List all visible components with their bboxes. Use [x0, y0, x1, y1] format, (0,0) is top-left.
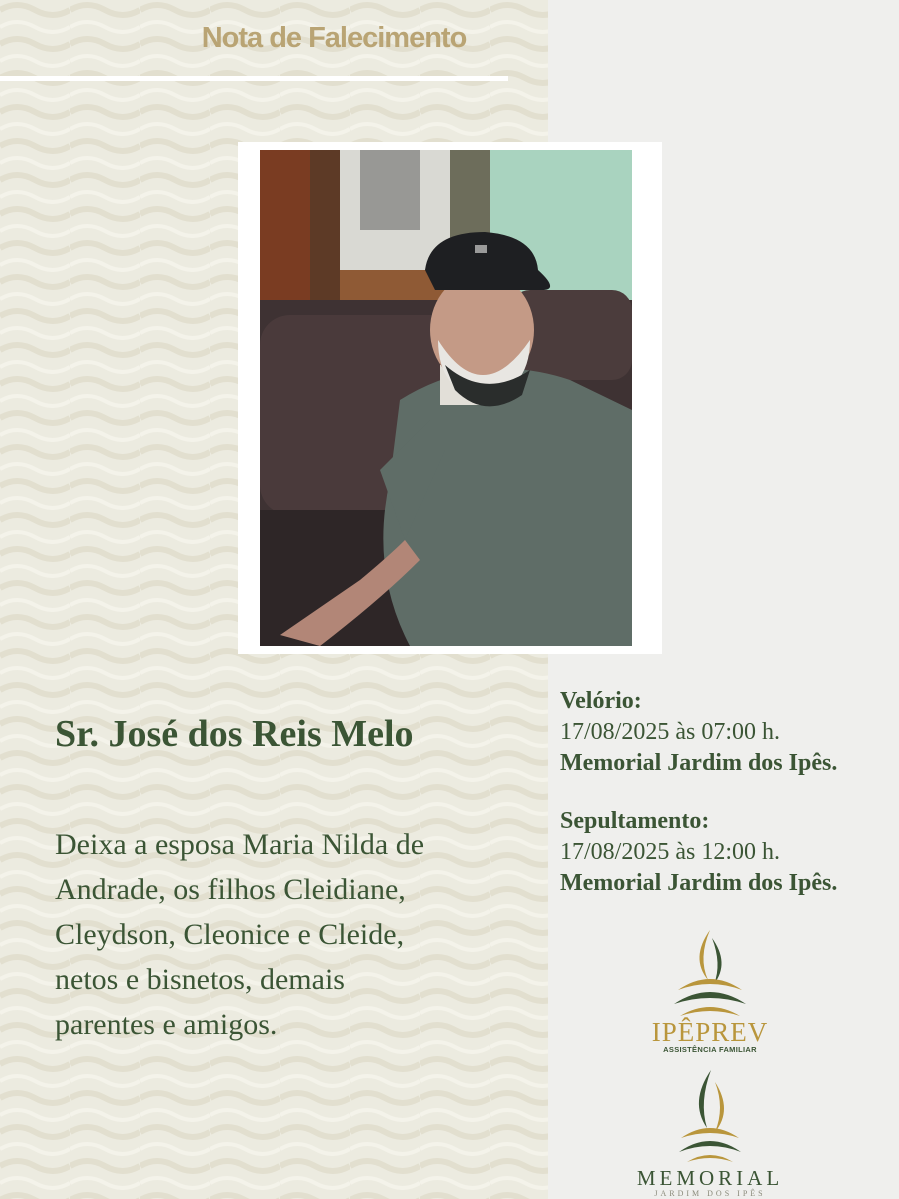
- wake-label: Velório:: [560, 688, 642, 714]
- memorial-logo: [620, 1068, 800, 1198]
- family-message-line: Andrade, os filhos Cleidiane,: [55, 873, 406, 906]
- ipeprev-logo: [640, 928, 780, 1054]
- title-divider: [0, 76, 508, 81]
- photo-frame: [238, 142, 662, 654]
- wake-place: Memorial Jardim dos Ipês.: [560, 750, 838, 776]
- deceased-photo: [260, 150, 632, 646]
- family-message-line: netos e bisnetos, demais: [55, 963, 345, 996]
- deceased-name: Sr. José dos Reis Melo: [55, 713, 414, 755]
- burial-datetime: 17/08/2025 às 12:00 h.: [560, 839, 780, 865]
- burial-place: Memorial Jardim dos Ipês.: [560, 870, 838, 896]
- ipeprev-tagline: ASSISTÊNCIA FAMILIAR: [663, 1045, 757, 1054]
- wake-info: [560, 686, 895, 779]
- service-schedule: [560, 686, 895, 899]
- ipeprev-flame-icon: [670, 928, 750, 1018]
- wake-datetime: 17/08/2025 às 07:00 h.: [560, 719, 780, 745]
- burial-label: Sepultamento:: [560, 808, 710, 834]
- photo-illustration: [260, 150, 632, 646]
- burial-info: [560, 806, 895, 899]
- page-title: Nota de Falecimento: [201, 22, 467, 54]
- ipeprev-brand-name: IPÊPREV: [651, 1017, 769, 1047]
- memorial-tagline: JARDIM DOS IPÊS: [654, 1189, 766, 1198]
- memorial-flame-icon: [675, 1068, 745, 1162]
- memorial-brand-name: MEMORIAL: [636, 1166, 784, 1190]
- family-message-line: Cleydson, Cleonice e Cleide,: [55, 918, 405, 951]
- family-message: [55, 822, 525, 1047]
- family-message-line: Deixa a esposa Maria Nilda de: [55, 828, 425, 861]
- family-message-line: parentes e amigos.: [55, 1008, 278, 1041]
